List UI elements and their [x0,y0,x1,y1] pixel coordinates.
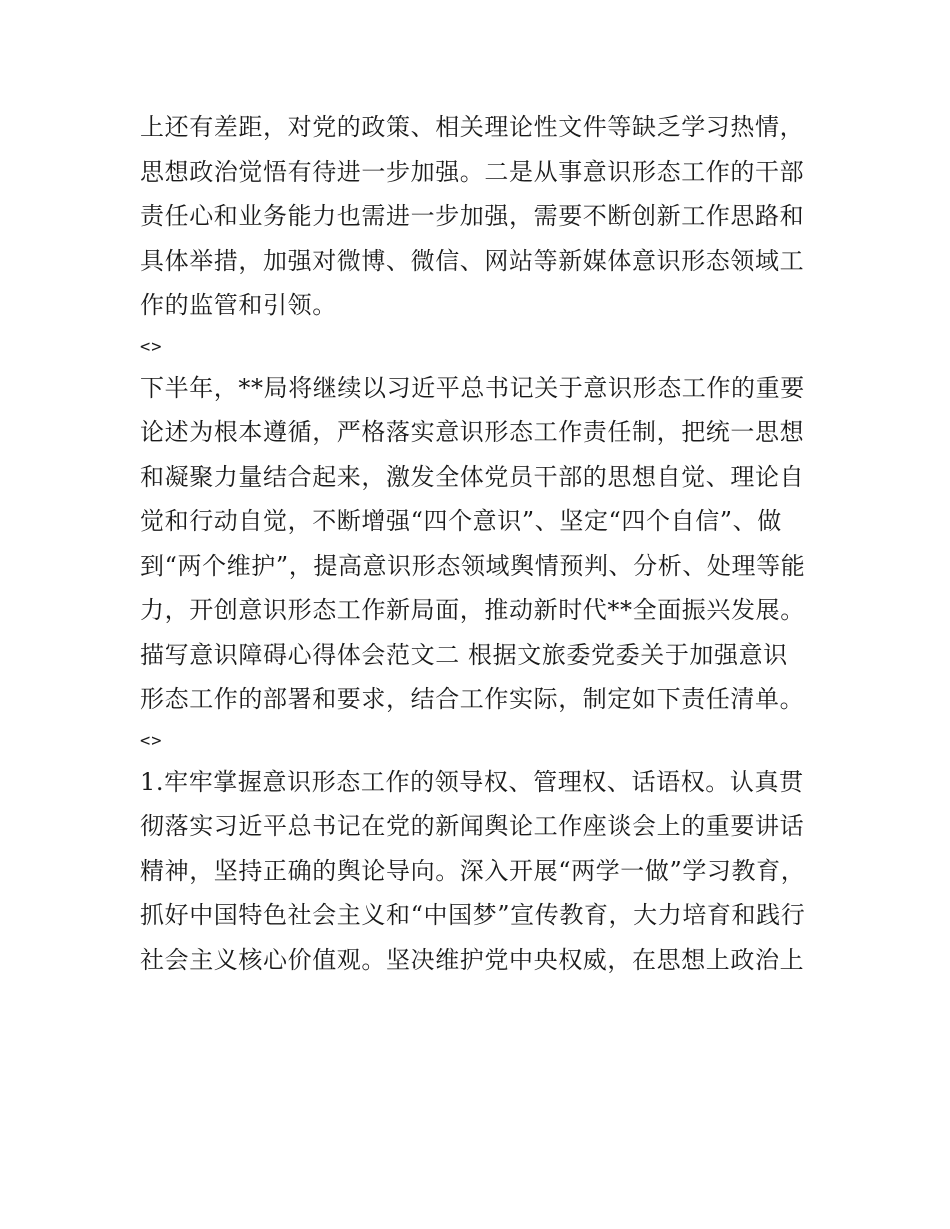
text-line: 抓好中国特色社会主义和“中国梦”宣传教育，大力培育和践行 [140,901,806,929]
text-line: 作的监管和引领。 [140,291,337,319]
section-marker: <> [140,730,163,751]
text-line: 形态工作的部署和要求，结合工作实际，制定如下责任清单。 [140,685,805,713]
text-line: 责任心和业务能力也需进一步加强，需要不断创新工作思路和 [140,202,805,230]
text-line: 精神，坚持正确的舆论导向。深入开展“两学一做”学习教育， [140,856,806,885]
text-line: 具体举措，加强对微博、微信、网站等新媒体意识形态领域工 [140,246,805,275]
section-marker: <> [140,336,163,357]
text-line: 思想政治觉悟有待进一步加强。二是从事意识形态工作的干部 [140,157,805,186]
text-line: 社会主义核心价值观。坚决维护党中央权威，在思想上政治上 [140,945,805,974]
text-line: 上还有差距，对党的政策、相关理论性文件等缺乏学习热情， [140,113,805,141]
text-line: 下半年，**局将继续以习近平总书记关于意识形态工作的重要 [140,373,805,402]
text-line: 描写意识障碍心得体会范文二 根据文旅委党委关于加强意识 [140,640,788,669]
text-line: 1.牢牢掌握意识形态工作的领导权、管理权、话语权。认真贯 [140,767,804,796]
text-line: 到“两个维护”，提高意识形态领域舆情预判、分析、处理等能 [140,551,806,580]
text-line: 觉和行动自觉，不断增强“四个意识”、坚定“四个自信”、做 [140,507,782,535]
text-line: 力，开创意识形态工作新局面，推动新时代**全面振兴发展。 [140,596,805,624]
document-body [140,105,820,982]
text-line: 彻落实习近平总书记在党的新闻舆论工作座谈会上的重要讲话 [140,812,805,840]
text-line: 和凝聚力量结合起来，激发全体党员干部的思想自觉、理论自 [140,462,805,491]
text-line: 论述为根本遵循，严格落实意识形态工作责任制，把统一思想 [140,418,805,446]
